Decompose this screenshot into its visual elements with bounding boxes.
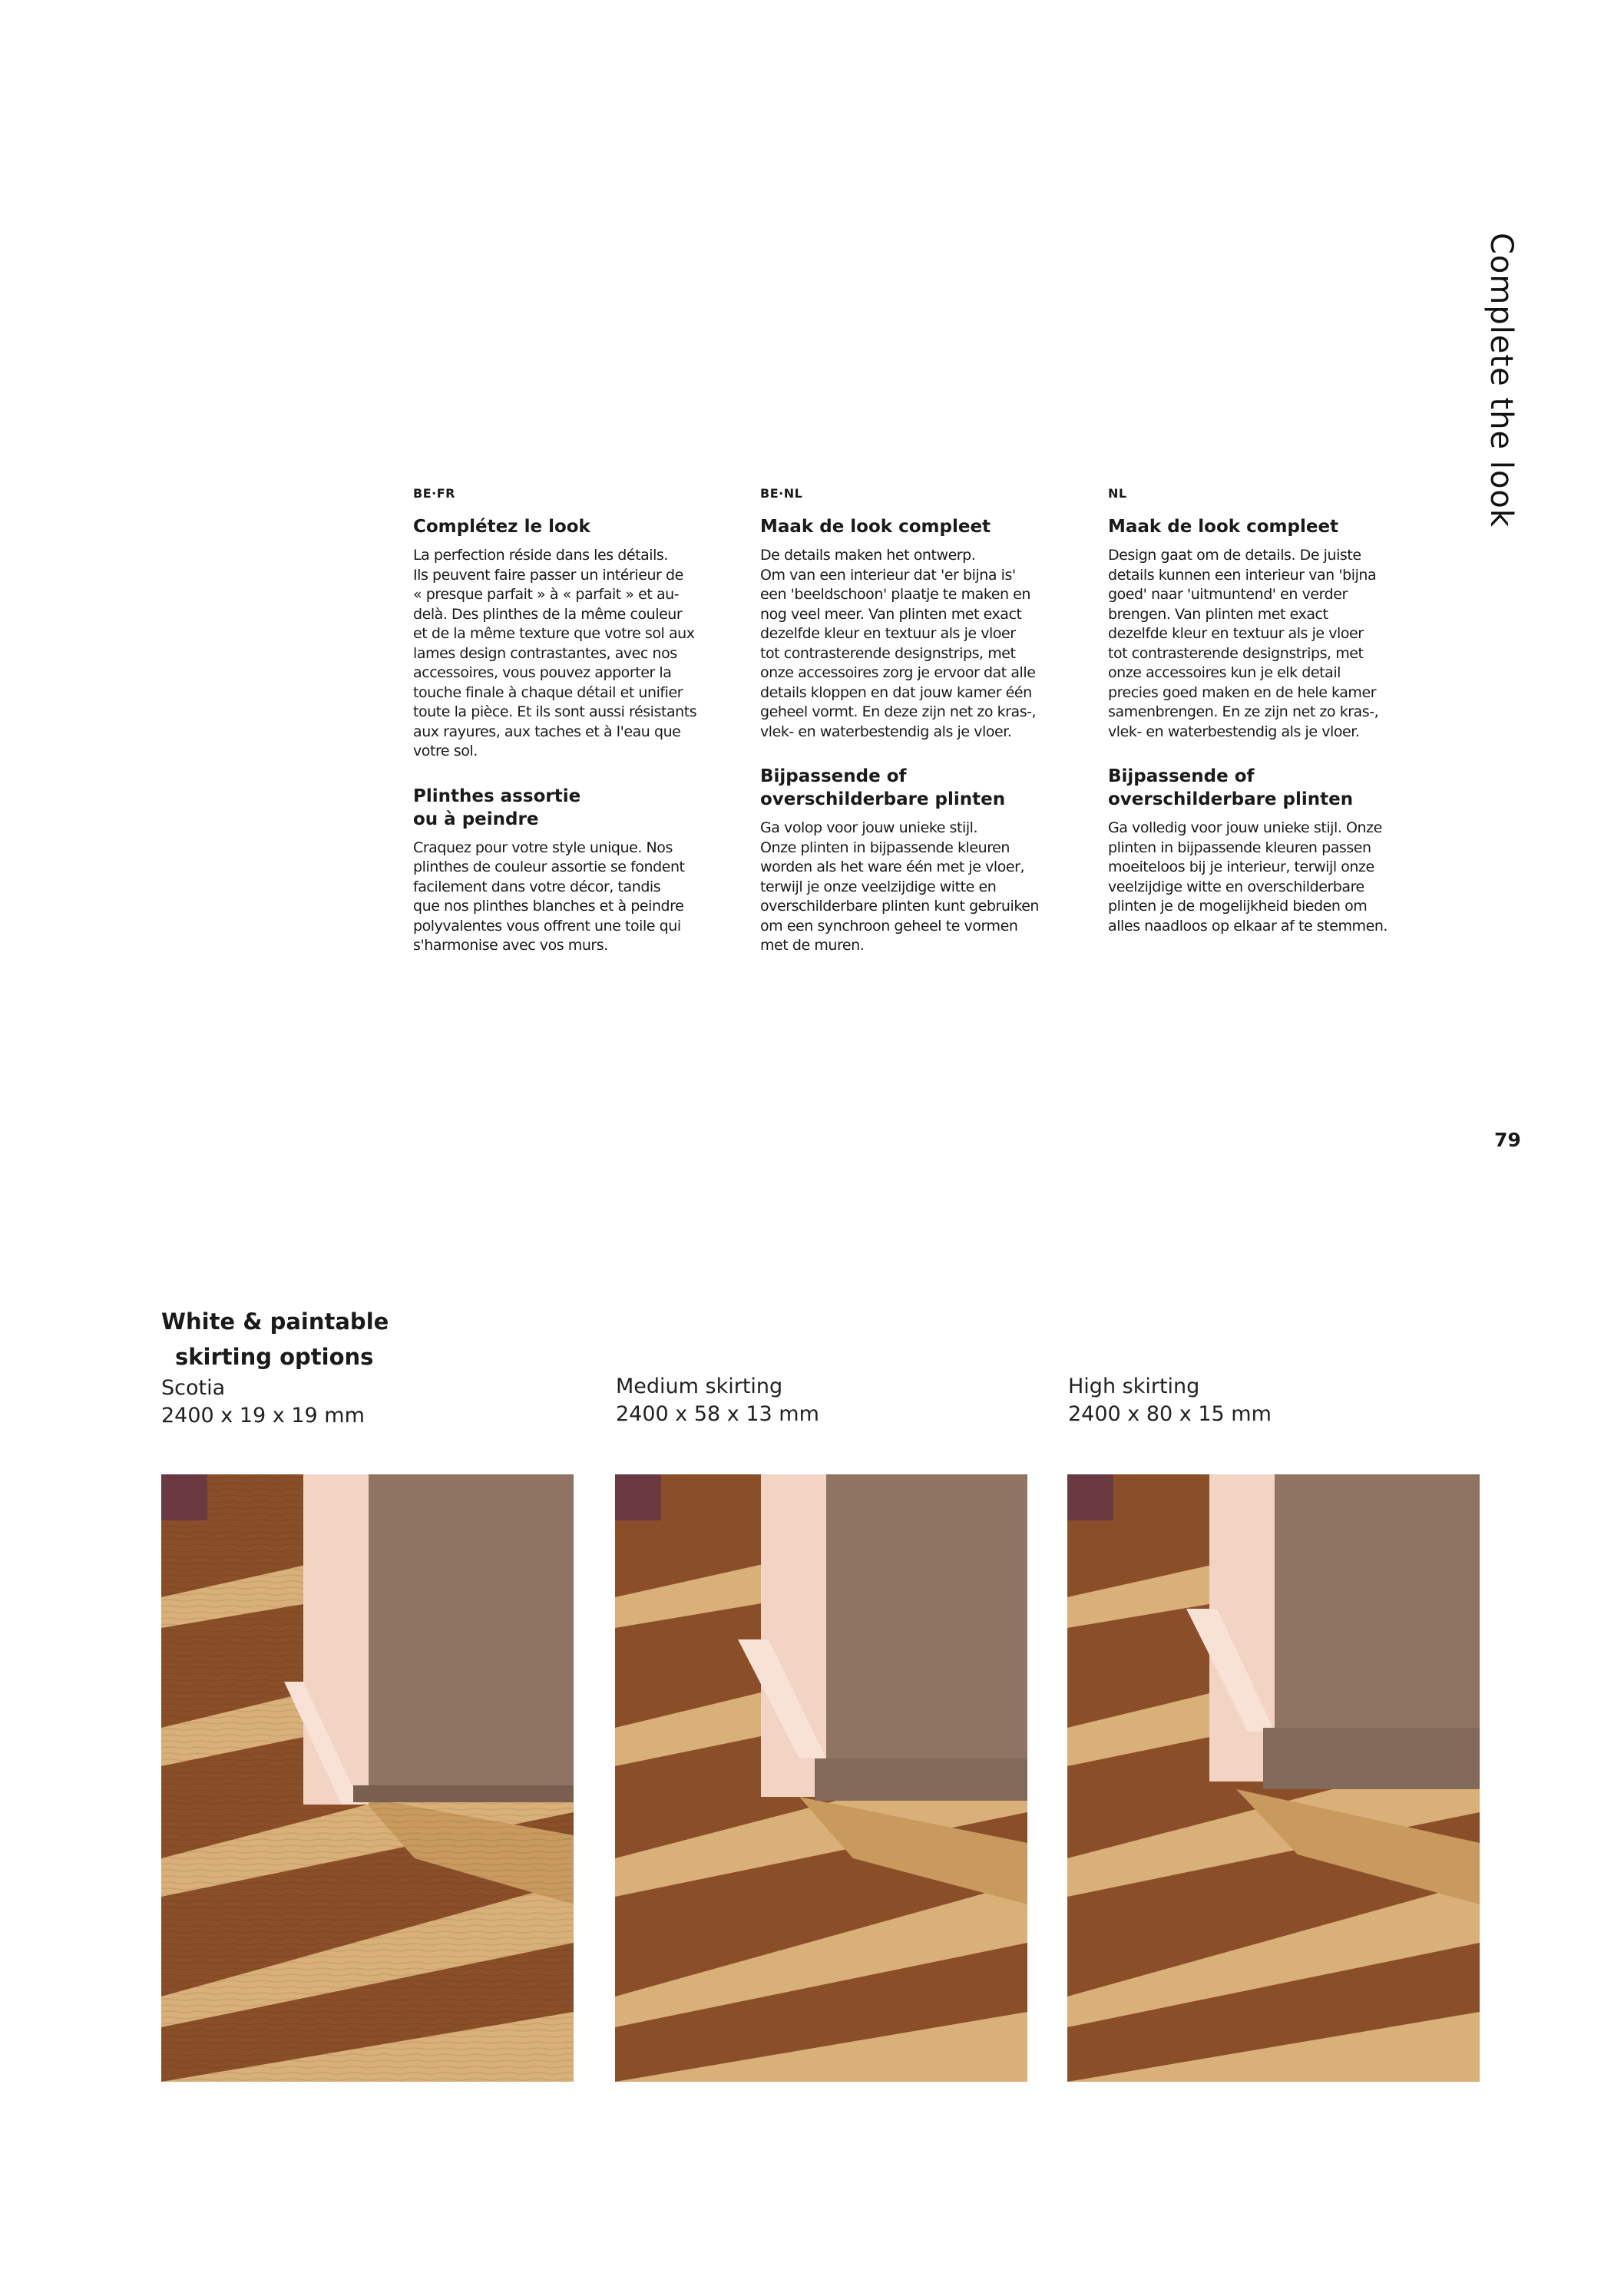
option-name: Medium skirting bbox=[616, 1375, 783, 1398]
column-subheading: Plinthes assortie ou à peindre bbox=[413, 786, 581, 829]
option-name: High skirting bbox=[1068, 1375, 1200, 1398]
column-body: De details maken het ontwerp. Om van een interieur dat 'er bijna is' een 'beeldschoon' plaatje te maken en nog veel meer. Van plinten met exact dezelfde kleur en textuur als je vloer tot contrasterende designstrips, met onze accessoires zorg je ervoor dat alle details kloppen en dat jouw kamer één geheel vormt. En deze zijn net zo kras-, vlek- en waterbestendig als je vloer. bbox=[760, 547, 1037, 740]
column-heading: Maak de look compleet bbox=[760, 517, 991, 537]
option-name: Scotia bbox=[161, 1376, 226, 1400]
column-body: La perfection réside dans les détails. Ils peuvent faire passer un intérieur de « presque parfait » à « parfait » et au- delà. Des plinthes de la même couleur et de la même texture que votre sol aux lames design contrastantes, avec nos accessoires, vous pouvez apporter la touche finale à chaque détail et unifier toute la pièce. Et ils sont aussi résistants aux rayures, aux taches et à l'eau que votre sol. bbox=[413, 547, 697, 759]
column-heading: Maak de look compleet bbox=[1108, 517, 1339, 537]
option-scotia bbox=[161, 1375, 365, 1430]
column-body-2: Craquez pour votre style unique. Nos plinthes de couleur assortie se fondent facilement dans votre décor, tandis que nos plinthes blanches et à peindre polyvalentes vous offrent une toile qui s'harmonise avec vos murs. bbox=[413, 839, 685, 954]
section-title: White & paintable skirting options bbox=[161, 1308, 389, 1370]
column-subheading: Bijpassende of overschilderbare plinten bbox=[1108, 766, 1354, 809]
option-dimensions: 2400 x 58 x 13 mm bbox=[616, 1402, 819, 1426]
option-medium-skirting bbox=[616, 1373, 819, 1428]
option-high-skirting bbox=[1068, 1373, 1272, 1428]
column-be-nl bbox=[760, 486, 1083, 979]
option-dimensions: 2400 x 80 x 15 mm bbox=[1068, 1402, 1272, 1426]
photo-scotia bbox=[161, 1474, 574, 2082]
column-be-fr bbox=[413, 486, 736, 979]
column-subheading: Bijpassende of overschilderbare plinten bbox=[760, 766, 1006, 809]
column-body-2: Ga volledig voor jouw unieke stijl. Onze plinten in bijpassende kleuren passen moeiteloos bij je interieur, terwijl onze veelzijdige witte en overschilderbare plinten je de mogelijkheid bieden om alles naadloos op elkaar af te stemmen. bbox=[1108, 819, 1388, 935]
photo-medium-skirting bbox=[615, 1474, 1027, 2082]
photo-high-skirting bbox=[1067, 1474, 1480, 2082]
region-label: BE·NL bbox=[760, 486, 803, 501]
page-number: 79 bbox=[1494, 1129, 1521, 1151]
side-title: Complete the look bbox=[1483, 233, 1519, 528]
region-label: NL bbox=[1108, 486, 1127, 501]
column-nl bbox=[1108, 486, 1431, 959]
region-label: BE·FR bbox=[413, 486, 455, 501]
column-heading: Complétez le look bbox=[413, 517, 590, 537]
column-body-2: Ga volop voor jouw unieke stijl. Onze plinten in bijpassende kleuren worden als het ware één met je vloer, terwijl je onze veelzijdige witte en overschilderbare plinten kunt gebruiken om een synchroon geheel te vormen met de muren. bbox=[760, 819, 1040, 954]
option-dimensions: 2400 x 19 x 19 mm bbox=[161, 1404, 365, 1428]
column-body: Design gaat om de details. De juiste details kunnen een interieur van 'bijna goed' naar 'uitmuntend' en verder brengen. Van plinten met exact dezelfde kleur en textuur als je vloer tot contrasterende designstrips, met onze accessoires kun je elk detail precies goed maken en de hele kamer samenbrengen. En ze zijn net zo kras-, vlek- en waterbestendig als je vloer. bbox=[1108, 547, 1379, 740]
